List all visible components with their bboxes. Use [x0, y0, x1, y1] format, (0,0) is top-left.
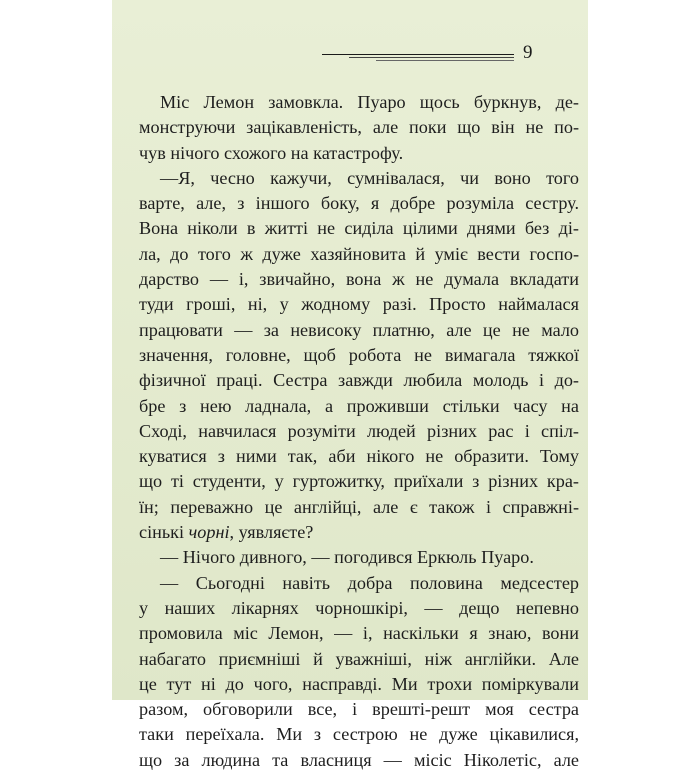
text-line: Міс Лемон замовкла. Пуаро щось буркнув, де-: [160, 92, 579, 112]
text-line: у наших лікарнях чорношкірі, — дещо непевно: [139, 597, 579, 618]
text-line: чув нічого схожого на катастрофу.: [139, 142, 404, 163]
text-line: що за людина та власниця — місіс Ніколетіс, але: [139, 749, 579, 770]
text-line: таки переїхала. Ми з сестрою не дуже цікавилися,: [139, 724, 579, 745]
text-line: це тут ні до чого, насправді. Ми трохи поміркували: [139, 673, 579, 694]
text-fragment: , уявляєте?: [229, 522, 314, 543]
page-header: [112, 0, 588, 80]
text-line: куватися з ними так, аби нікого не образити. Тому: [139, 446, 579, 467]
text-line: працювати — за невисоку платню, але це не мало: [139, 319, 579, 340]
text-line: — Нічого дивного, — погодився Еркюль Пуаро.: [160, 547, 534, 568]
text-line: ла, до того ж дуже хазяйновита й уміє вести госпо-: [139, 243, 579, 264]
header-rule-middle: [349, 57, 514, 58]
text-line: набагато приємніші й уважніші, ніж англійки. Але: [139, 648, 579, 669]
text-line: туди гроші, ні, у жодному разі. Просто наймалася: [139, 294, 579, 315]
text-line: разом, обговорили все, і врешті-решт моя сестра: [139, 699, 579, 720]
text-line: — Сьогодні навіть добра половина медсестер: [160, 572, 579, 593]
text-fragment: сінькі: [139, 522, 189, 543]
text-line: —Я, чесно кажучи, сумнівалася, чи воно того: [160, 167, 579, 188]
text-line: бре з нею ладнала, а проживши стільки часу на: [139, 395, 579, 416]
page-number: 9: [523, 42, 533, 63]
body-text: [139, 90, 579, 773]
text-line: Сході, навчилася розуміти людей різних рас і спіл-: [139, 420, 579, 441]
text-line: їн; переважно це англійці, але є також і справжні-: [139, 496, 579, 517]
text-line: варте, але, з іншого боку, я добре розуміла сестру.: [139, 193, 579, 214]
text-line: монструючи зацікавленість, але поки що він не по-: [139, 117, 579, 138]
text-line: фізичної праці. Сестра завжди любила молодь і до-: [139, 370, 579, 391]
book-page: [112, 0, 588, 770]
text-line: що ті студенти, у гуртожитку, приїхали з різних кра-: [139, 471, 579, 492]
text-line: промовила міс Лемон, — і, наскільки я знаю, вони: [139, 623, 579, 644]
italic-word: чорні: [188, 522, 230, 543]
text-line-with-italic: [139, 520, 579, 545]
header-rule-top: [322, 54, 514, 55]
text-line: значення, головне, щоб робота не вимагала тяжкої: [139, 344, 579, 365]
header-rule-bottom: [376, 60, 514, 61]
text-line: Вона ніколи в житті не сиділа цілими днями без ді-: [139, 218, 579, 239]
text-line: дарство — і, звичайно, вона ж не думала вкладати: [139, 269, 579, 290]
